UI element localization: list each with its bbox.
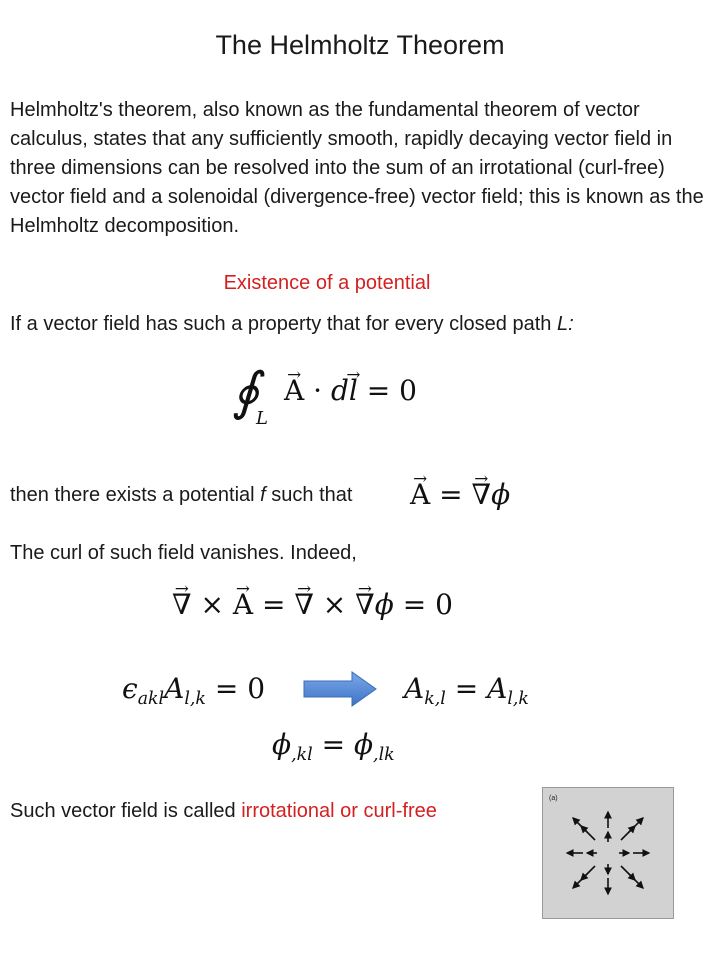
figure-label: (a)	[549, 795, 558, 802]
curl-statement: The curl of such field vanishes. Indeed,	[10, 542, 357, 564]
conclusion-text: Such vector field is called	[10, 800, 236, 822]
slide-title: The Helmholtz Theorem	[215, 30, 505, 60]
conclusion-highlight: irrotational or curl-free	[241, 800, 437, 822]
intro-paragraph: Helmholtz's theorem, also known as the fundamental theorem of vector calculus, states that any sufficiently smooth, rapidly decaying vector field in three dimensions can be resolved into the sum of an irrotational (curl-free) vector field and a solenoidal (divergence-free) vector field; this is known as the Helmholtz decomposition.	[10, 99, 704, 237]
closed-path-text: If a vector field has such a property that for every closed path	[10, 313, 552, 335]
equation-gradient: → A = → ∇ϕ	[410, 478, 510, 511]
equation-line-integral: ∮ L → A · d→ l = 0	[230, 362, 460, 442]
equation-mixed-partials: $\phi_{,kl} = \phi_{,lk}$	[272, 728, 395, 766]
equation-symmetry: $A_{k,l} = A_{l,k}$	[404, 672, 529, 710]
potential-text-end: such that	[271, 484, 353, 506]
potential-variable: f	[260, 484, 266, 506]
equation-levi-civita: $\epsilon_{akl}A_{l,k} = 0$	[122, 672, 266, 710]
radial-vector-field-diagram	[543, 788, 673, 918]
conclusion-statement	[10, 800, 437, 823]
implies-arrow-icon	[302, 670, 378, 708]
potential-statement	[10, 484, 352, 507]
closed-path-variable: L:	[556, 313, 574, 335]
potential-text-start: then there exists a potential	[10, 484, 255, 506]
equation-curl: → ∇ × → A = → ∇ × → ∇ϕ = 0	[172, 588, 453, 621]
section-heading: Existence of a potential	[223, 272, 431, 294]
radial-field-figure	[542, 787, 674, 919]
closed-path-statement	[10, 313, 574, 336]
